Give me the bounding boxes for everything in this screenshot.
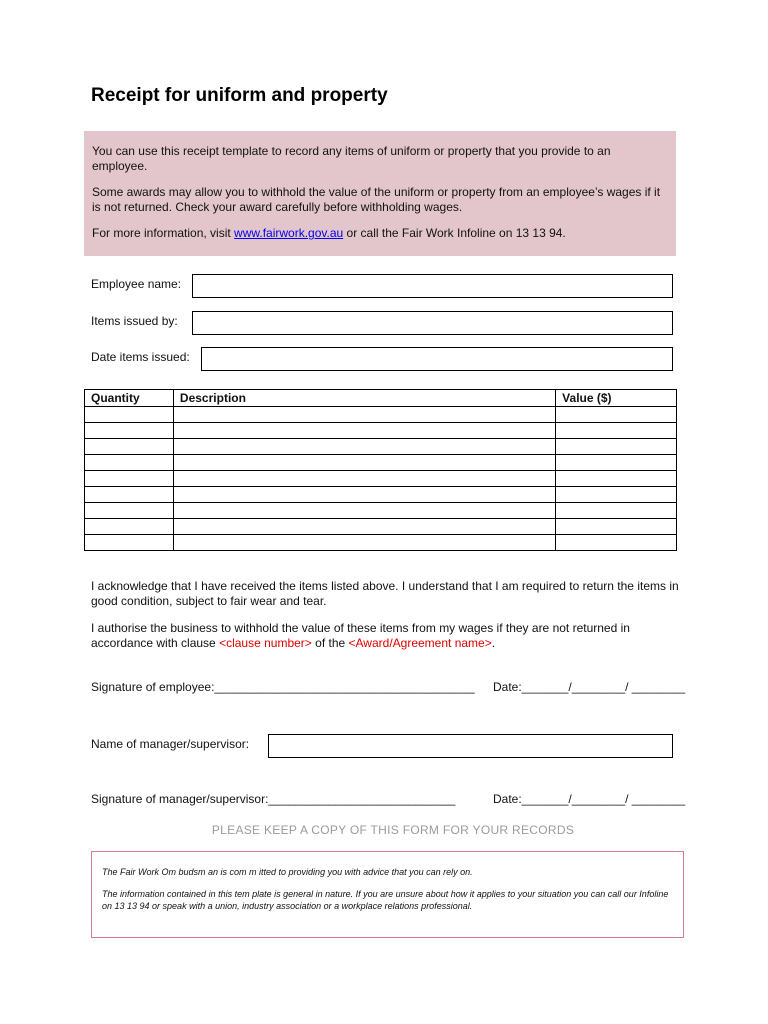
fairwork-link[interactable]: www.fairwork.gov.au [234, 226, 344, 240]
value-cell[interactable] [556, 423, 677, 439]
description-cell[interactable] [173, 487, 555, 503]
value-cell[interactable] [556, 455, 677, 471]
items-table [84, 389, 677, 551]
items-table-body [85, 407, 677, 551]
description-cell[interactable] [173, 519, 555, 535]
description-cell[interactable] [173, 423, 555, 439]
authorisation-text-end: . [491, 635, 496, 650]
award-name-placeholder[interactable]: <Award/Agreement name> [348, 635, 492, 650]
quantity-cell[interactable] [85, 407, 174, 423]
authorisation-text [91, 621, 681, 650]
quantity-cell[interactable] [85, 471, 174, 487]
quantity-cell[interactable] [85, 455, 174, 471]
table-row [85, 471, 677, 487]
table-row [85, 439, 677, 455]
employee-name-field[interactable] [192, 274, 673, 298]
employee-signature-line[interactable]: Signature of employee:_______________________________________ [91, 680, 475, 694]
description-cell[interactable] [173, 503, 555, 519]
authorisation-paragraph [91, 621, 681, 650]
page-title: Receipt for uniform and property [91, 85, 388, 106]
table-row [85, 503, 677, 519]
quantity-cell[interactable] [85, 439, 174, 455]
table-row [85, 487, 677, 503]
quantity-cell[interactable] [85, 535, 174, 551]
authorisation-text-middle: of the [311, 635, 349, 650]
description-cell[interactable] [173, 439, 555, 455]
value-cell[interactable] [556, 487, 677, 503]
info-text: For more information, visit [92, 226, 235, 240]
value-cell[interactable] [556, 519, 677, 535]
disclaimer-text-2: The information contained in this tem plate is general in nature. If you are unsure about how it applies to your situation you can call our Infoline on 13 13 94 or speak with a union, industry association or a workplace relations professional. [102, 889, 669, 911]
table-row [85, 535, 677, 551]
employee-date-line[interactable]: Date:_______/________/ ________ [493, 680, 686, 694]
quantity-cell[interactable] [85, 423, 174, 439]
items-issued-by-field[interactable] [192, 311, 673, 335]
value-cell[interactable] [556, 535, 677, 551]
table-row [85, 519, 677, 535]
description-cell[interactable] [173, 407, 555, 423]
clause-number-placeholder[interactable]: <clause number> [219, 635, 312, 650]
date-items-issued-field[interactable] [201, 347, 673, 371]
value-header: Value ($) [556, 390, 677, 407]
items-issued-by-label: Items issued by: [91, 314, 178, 328]
quantity-header: Quantity [85, 390, 174, 407]
quantity-cell[interactable] [85, 487, 174, 503]
date-items-issued-label: Date items issued: [91, 350, 190, 364]
quantity-cell[interactable] [85, 503, 174, 519]
info-paragraph-1: You can use this receipt template to record any items of uniform or property that you provide to an employee. [92, 144, 611, 173]
value-cell[interactable] [556, 503, 677, 519]
manager-name-field[interactable] [268, 734, 673, 758]
info-text: or call the Fair Work Infoline on 13 13 94. [343, 226, 566, 240]
table-row [85, 455, 677, 471]
table-row [85, 423, 677, 439]
info-paragraph-3 [92, 226, 668, 241]
manager-signature-line[interactable]: Signature of manager/supervisor:____________________________ [91, 792, 456, 806]
description-cell[interactable] [173, 455, 555, 471]
info-box [84, 131, 676, 256]
info-paragraph-2: Some awards may allow you to withhold the value of the uniform or property from an employee’s wages if it is not returned. Check your award carefully before withholding wages. [92, 185, 661, 214]
description-header: Description [173, 390, 555, 407]
disclaimer-text-1: The Fair Work Om budsm an is com m itted to providing you with advice that you can rely on. [102, 867, 473, 877]
acknowledgement-text: I acknowledge that I have received the items listed above. I understand that I am required to return the items in good condition, subject to fair wear and tear. [91, 579, 679, 608]
value-cell[interactable] [556, 471, 677, 487]
keep-copy-notice: PLEASE KEEP A COPY OF THIS FORM FOR YOUR RECORDS [211, 823, 575, 837]
manager-date-line[interactable]: Date:_______/________/ ________ [493, 792, 686, 806]
employee-name-label: Employee name: [91, 277, 182, 291]
description-cell[interactable] [173, 471, 555, 487]
acknowledgement-paragraph [91, 579, 681, 608]
value-cell[interactable] [556, 407, 677, 423]
table-row [85, 407, 677, 423]
authorisation-text-start: I authorise the business to withhold the value of these items from my wages if they are not returned in accordance with clause [91, 621, 630, 650]
manager-name-label: Name of manager/supervisor: [91, 737, 250, 751]
quantity-cell[interactable] [85, 519, 174, 535]
disclaimer-box [91, 851, 684, 938]
description-cell[interactable] [173, 535, 555, 551]
value-cell[interactable] [556, 439, 677, 455]
table-header-row [85, 390, 677, 407]
